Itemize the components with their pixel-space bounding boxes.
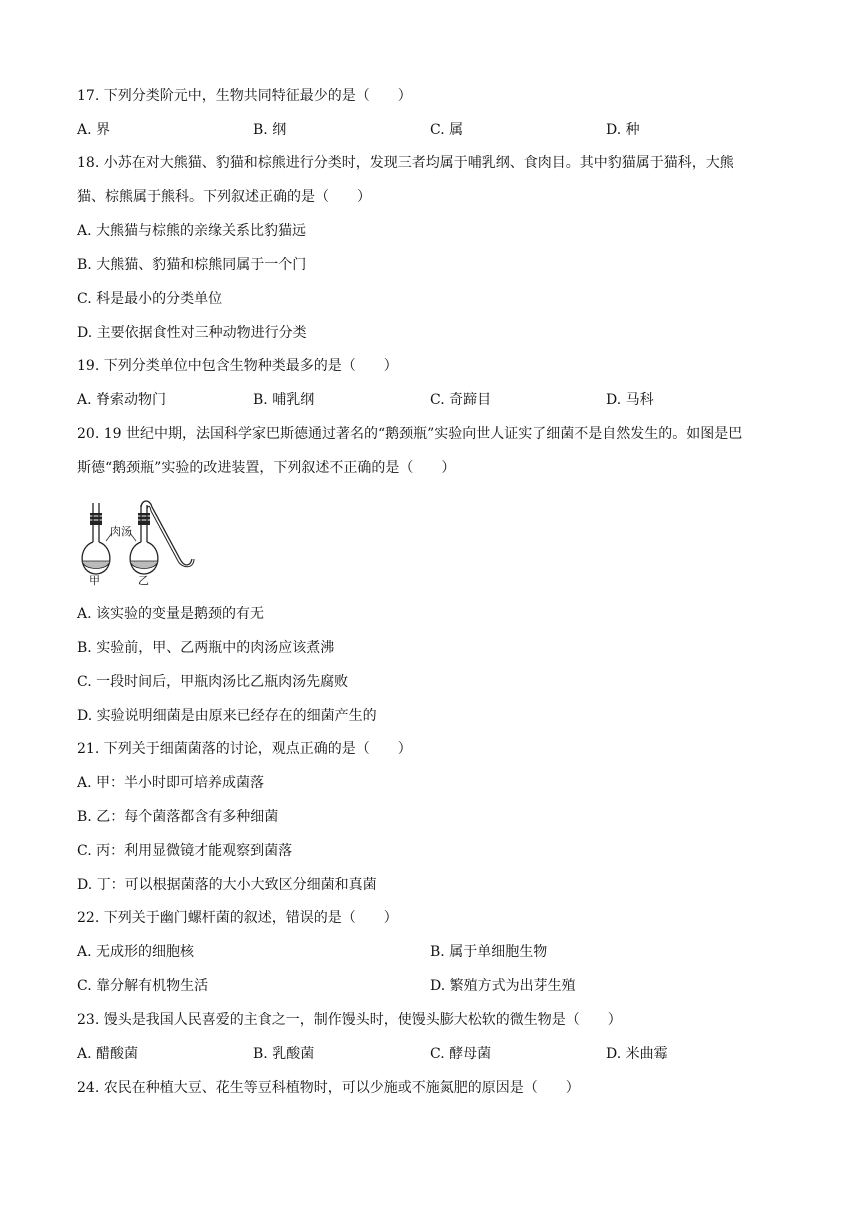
- question-22-option-c: C. 靠分解有机物生活: [77, 978, 209, 994]
- question-22-stem: 22. 下列关于幽门螺杆菌的叙述，错误的是（ ）: [77, 910, 398, 926]
- question-23-option-b: B. 乳酸菌: [253, 1046, 315, 1062]
- question-17-option-c: C. 属: [430, 122, 464, 138]
- swan-neck-flask-diagram: [76, 497, 198, 589]
- question-20-stem-line-2: 斯德“鹅颈瓶”实验的改进装置，下列叙述不正确的是（ ）: [77, 460, 456, 476]
- flask-b-swan-neck: [141, 501, 192, 565]
- question-19-option-c: C. 奇蹄目: [430, 392, 492, 408]
- question-21-option-a: A. 甲：半小时即可培养成菌落: [77, 775, 265, 791]
- broth-label: 肉汤: [110, 525, 132, 538]
- question-20-option-a: A. 该实验的变量是鹅颈的有无: [77, 606, 265, 622]
- flask-a-label: 甲: [89, 574, 100, 587]
- question-19-stem: 19. 下列分类单位中包含生物种类最多的是（ ）: [77, 358, 398, 374]
- question-22-option-d: D. 繁殖方式为出芽生殖: [430, 978, 576, 994]
- question-19-option-b: B. 哺乳纲: [253, 392, 315, 408]
- question-18-option-b: B. 大熊猫、豹猫和棕熊同属于一个门: [77, 257, 307, 273]
- question-23-option-a: A. 醋酸菌: [77, 1046, 139, 1062]
- flask-b-label: 乙: [138, 574, 149, 587]
- question-17-stem: 17. 下列分类阶元中，生物共同特征最少的是（ ）: [77, 88, 412, 104]
- question-21-option-c: C. 丙：利用显微镜才能观察到菌落: [77, 843, 293, 859]
- question-17-option-a: A. 界: [77, 122, 111, 138]
- question-22-option-b: B. 属于单细胞生物: [430, 944, 548, 960]
- question-23-stem: 23. 馒头是我国人民喜爱的主食之一，制作馒头时，使馒头膨大松软的微生物是（ ）: [77, 1012, 622, 1028]
- question-21-option-b: B. 乙：每个菌落都含有多种细菌: [77, 809, 279, 825]
- question-17-option-d: D. 种: [606, 122, 640, 138]
- flask-a-body: [82, 542, 110, 574]
- question-18-option-d: D. 主要依据食性对三种动物进行分类: [77, 325, 307, 341]
- question-19-option-d: D. 马科: [606, 392, 654, 408]
- question-18-option-a: A. 大熊猫与棕熊的亲缘关系比豹猫远: [77, 223, 307, 239]
- question-20-stem-line-1: 20. 19 世纪中期，法国科学家巴斯德通过著名的“鹅颈瓶”实验向世人证实了细菌不是自然发生的。如图是巴: [77, 426, 743, 442]
- question-21-option-d: D. 丁：可以根据菌落的大小大致区分细菌和真菌: [77, 877, 377, 893]
- question-18-stem-line-2: 猫、棕熊属于熊科。下列叙述正确的是（ ）: [77, 189, 371, 205]
- flask-b-body: [130, 542, 158, 574]
- question-18-stem-line-1: 18. 小苏在对大熊猫、豹猫和棕熊进行分类时，发现三者均属于哺乳纲、食肉目。其中豹猫属于猫科，大熊: [77, 155, 734, 171]
- flask-b-stopper: [138, 513, 150, 525]
- flask-b-broth: [130, 561, 158, 569]
- question-24-stem: 24. 农民在种植大豆、花生等豆科植物时，可以少施或不施氮肥的原因是（ ）: [77, 1080, 580, 1096]
- question-20-option-c: C. 一段时间后，甲瓶肉汤比乙瓶肉汤先腐败: [77, 674, 349, 690]
- flask-a-broth: [82, 561, 110, 569]
- question-18-option-c: C. 科是最小的分类单位: [77, 291, 223, 307]
- question-19-option-a: A. 脊索动物门: [77, 392, 167, 408]
- question-20-option-b: B. 实验前，甲、乙两瓶中的肉汤应该煮沸: [77, 640, 335, 656]
- question-17-option-b: B. 纲: [253, 122, 287, 138]
- question-20-option-d: D. 实验说明细菌是由原来已经存在的细菌产生的: [77, 708, 377, 724]
- question-22-option-a: A. 无成形的细胞核: [77, 944, 195, 960]
- question-23-option-c: C. 酵母菌: [430, 1046, 492, 1062]
- question-21-stem: 21. 下列关于细菌菌落的讨论，观点正确的是（ ）: [77, 741, 412, 757]
- flask-a-stopper: [90, 513, 102, 525]
- question-23-option-d: D. 米曲霉: [606, 1046, 668, 1062]
